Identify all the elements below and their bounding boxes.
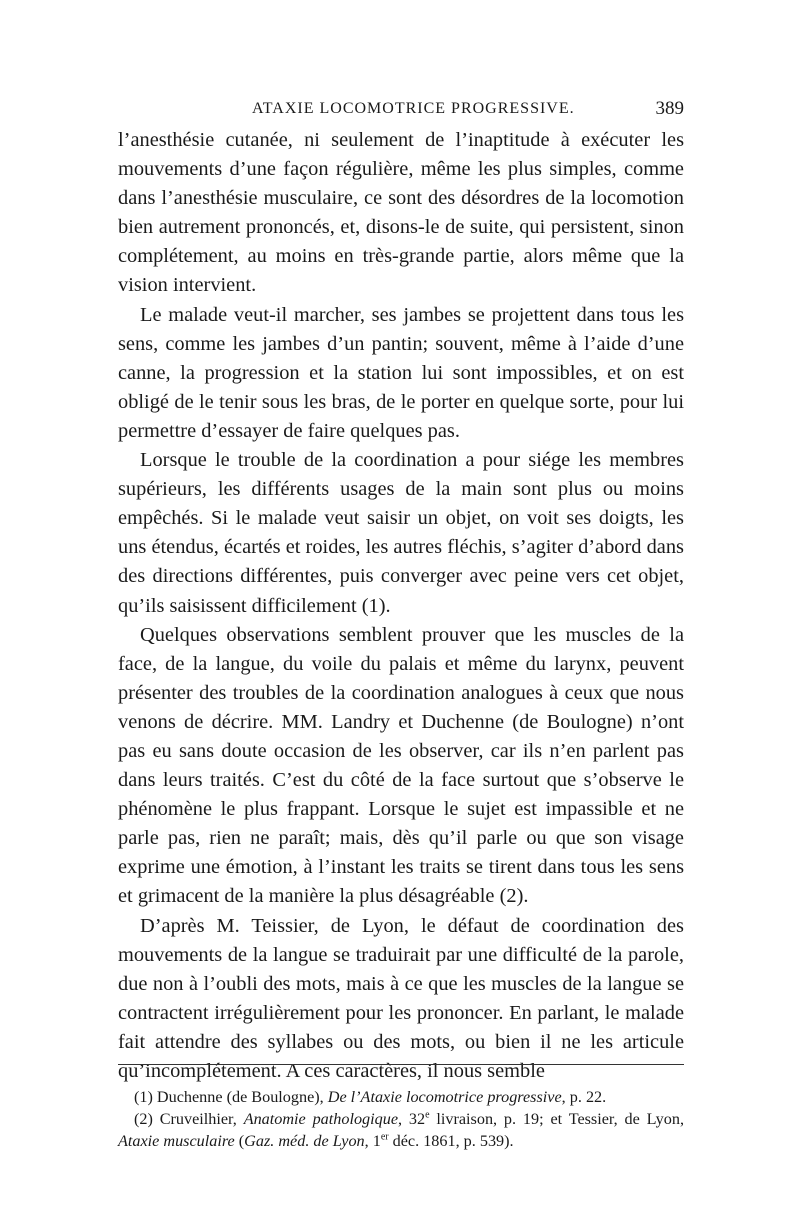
paragraph: Lorsque le trouble de la coordination a pour siége les membres supérieurs, les différents usages de la main sont plus ou moins empêchés. Si le malade veut saisir un objet, on voit ses doigts, les uns étendus, écartés et roides, les autres fléchis, s’agiter d’abord dans des directions différentes, puis converger avec peine vers cet objet, qu’ils saisissent difficilement (1). bbox=[118, 449, 684, 617]
footnote-2-title-3: Gaz. méd. de Lyon bbox=[244, 1132, 365, 1150]
footnote-2-suffix: déc. 1861, p. 539). bbox=[388, 1132, 514, 1150]
footnote-divider bbox=[118, 1064, 684, 1065]
footnote-2 bbox=[118, 1108, 684, 1152]
footnote-2-prefix: (2) Cruveilhier, bbox=[134, 1110, 244, 1128]
paragraph: Le malade veut-il marcher, ses jambes se projettent dans tous les sens, comme les jambes d’un pantin; souvent, même à l’aide d’une canne, la progression et la station lui sont impossibles, et on est obligé de le tenir sous les bras, de le porter en quelque sorte, pour lui permettre d’essayer de faire quelques pas. bbox=[118, 303, 684, 442]
footnote-2-part-3: ( bbox=[234, 1132, 245, 1150]
footnote-1-prefix: (1) Duchenne (de Boulogne), bbox=[134, 1088, 328, 1106]
footnote-2-title-1: Anatomie pathologique bbox=[243, 1110, 398, 1128]
running-title: ATAXIE LOCOMOTRICE PROGRESSIVE. bbox=[252, 100, 575, 117]
footnote-1 bbox=[118, 1086, 684, 1108]
footnote-2-part-2: livraison, p. 19; et Tessier, de Lyon, bbox=[429, 1110, 684, 1128]
paragraph: D’après M. Teissier, de Lyon, le défaut de coordination des mouvements de la langue se traduirait par une difficulté de la parole, due non à l’oubli des mots, mais à ce que les muscles de la langue se contractent irrégulièrement pour les prononcer. En parlant, le malade fait attendre des syllabes ou des mots, ou bien il ne les articule qu’incomplétement. A ces caractères, il nous semble bbox=[118, 914, 684, 1082]
footnote-1-title: De l’Ataxie locomotrice progressive bbox=[327, 1088, 562, 1106]
footnote-2-part-4: , 1 bbox=[364, 1132, 381, 1150]
paragraph: l’anesthésie cutanée, ni seulement de l’inaptitude à exécuter les mouvements d’une façon régulière, même les plus simples, comme dans l’anesthésie musculaire, ce sont des désordres de la locomotion bien autrement prononcés, et, disons-le de suite, qui persistent, sinon complétement, au moins en très-grande partie, alors même que la vision intervient. bbox=[118, 129, 684, 297]
footnote-2-part-1: , 32 bbox=[398, 1110, 426, 1128]
page-header bbox=[118, 98, 684, 122]
footnote-1-suffix: , p. 22. bbox=[561, 1088, 607, 1106]
page-number: 389 bbox=[655, 98, 684, 119]
paragraph: Quelques observations semblent prouver que les muscles de la face, de la langue, du voile du palais et même du larynx, peuvent présenter des troubles de la coordination analogues à ceux que nous venons de décrire. MM. Landry et Duchenne (de Boulogne) n’ont pas eu sans doute occasion de les observer, car ils n’en parlent pas dans leurs traités. C’est du côté de la face surtout que s’observe le phénomène le plus frappant. Lorsque le sujet est impassible et ne parle pas, rien ne paraît; mais, dès qu’il parle ou que son visage exprime une émotion, à l’instant les traits se tirent dans tous les sens et grimacent de la manière la plus désagréable (2). bbox=[118, 623, 684, 908]
body-text bbox=[118, 126, 684, 1086]
footnote-2-superscript-2: er bbox=[380, 1131, 389, 1143]
footnote-2-title-2: Ataxie musculaire bbox=[118, 1132, 235, 1150]
footnote-2-superscript-1: e bbox=[425, 1109, 430, 1121]
footnotes bbox=[118, 1086, 684, 1152]
